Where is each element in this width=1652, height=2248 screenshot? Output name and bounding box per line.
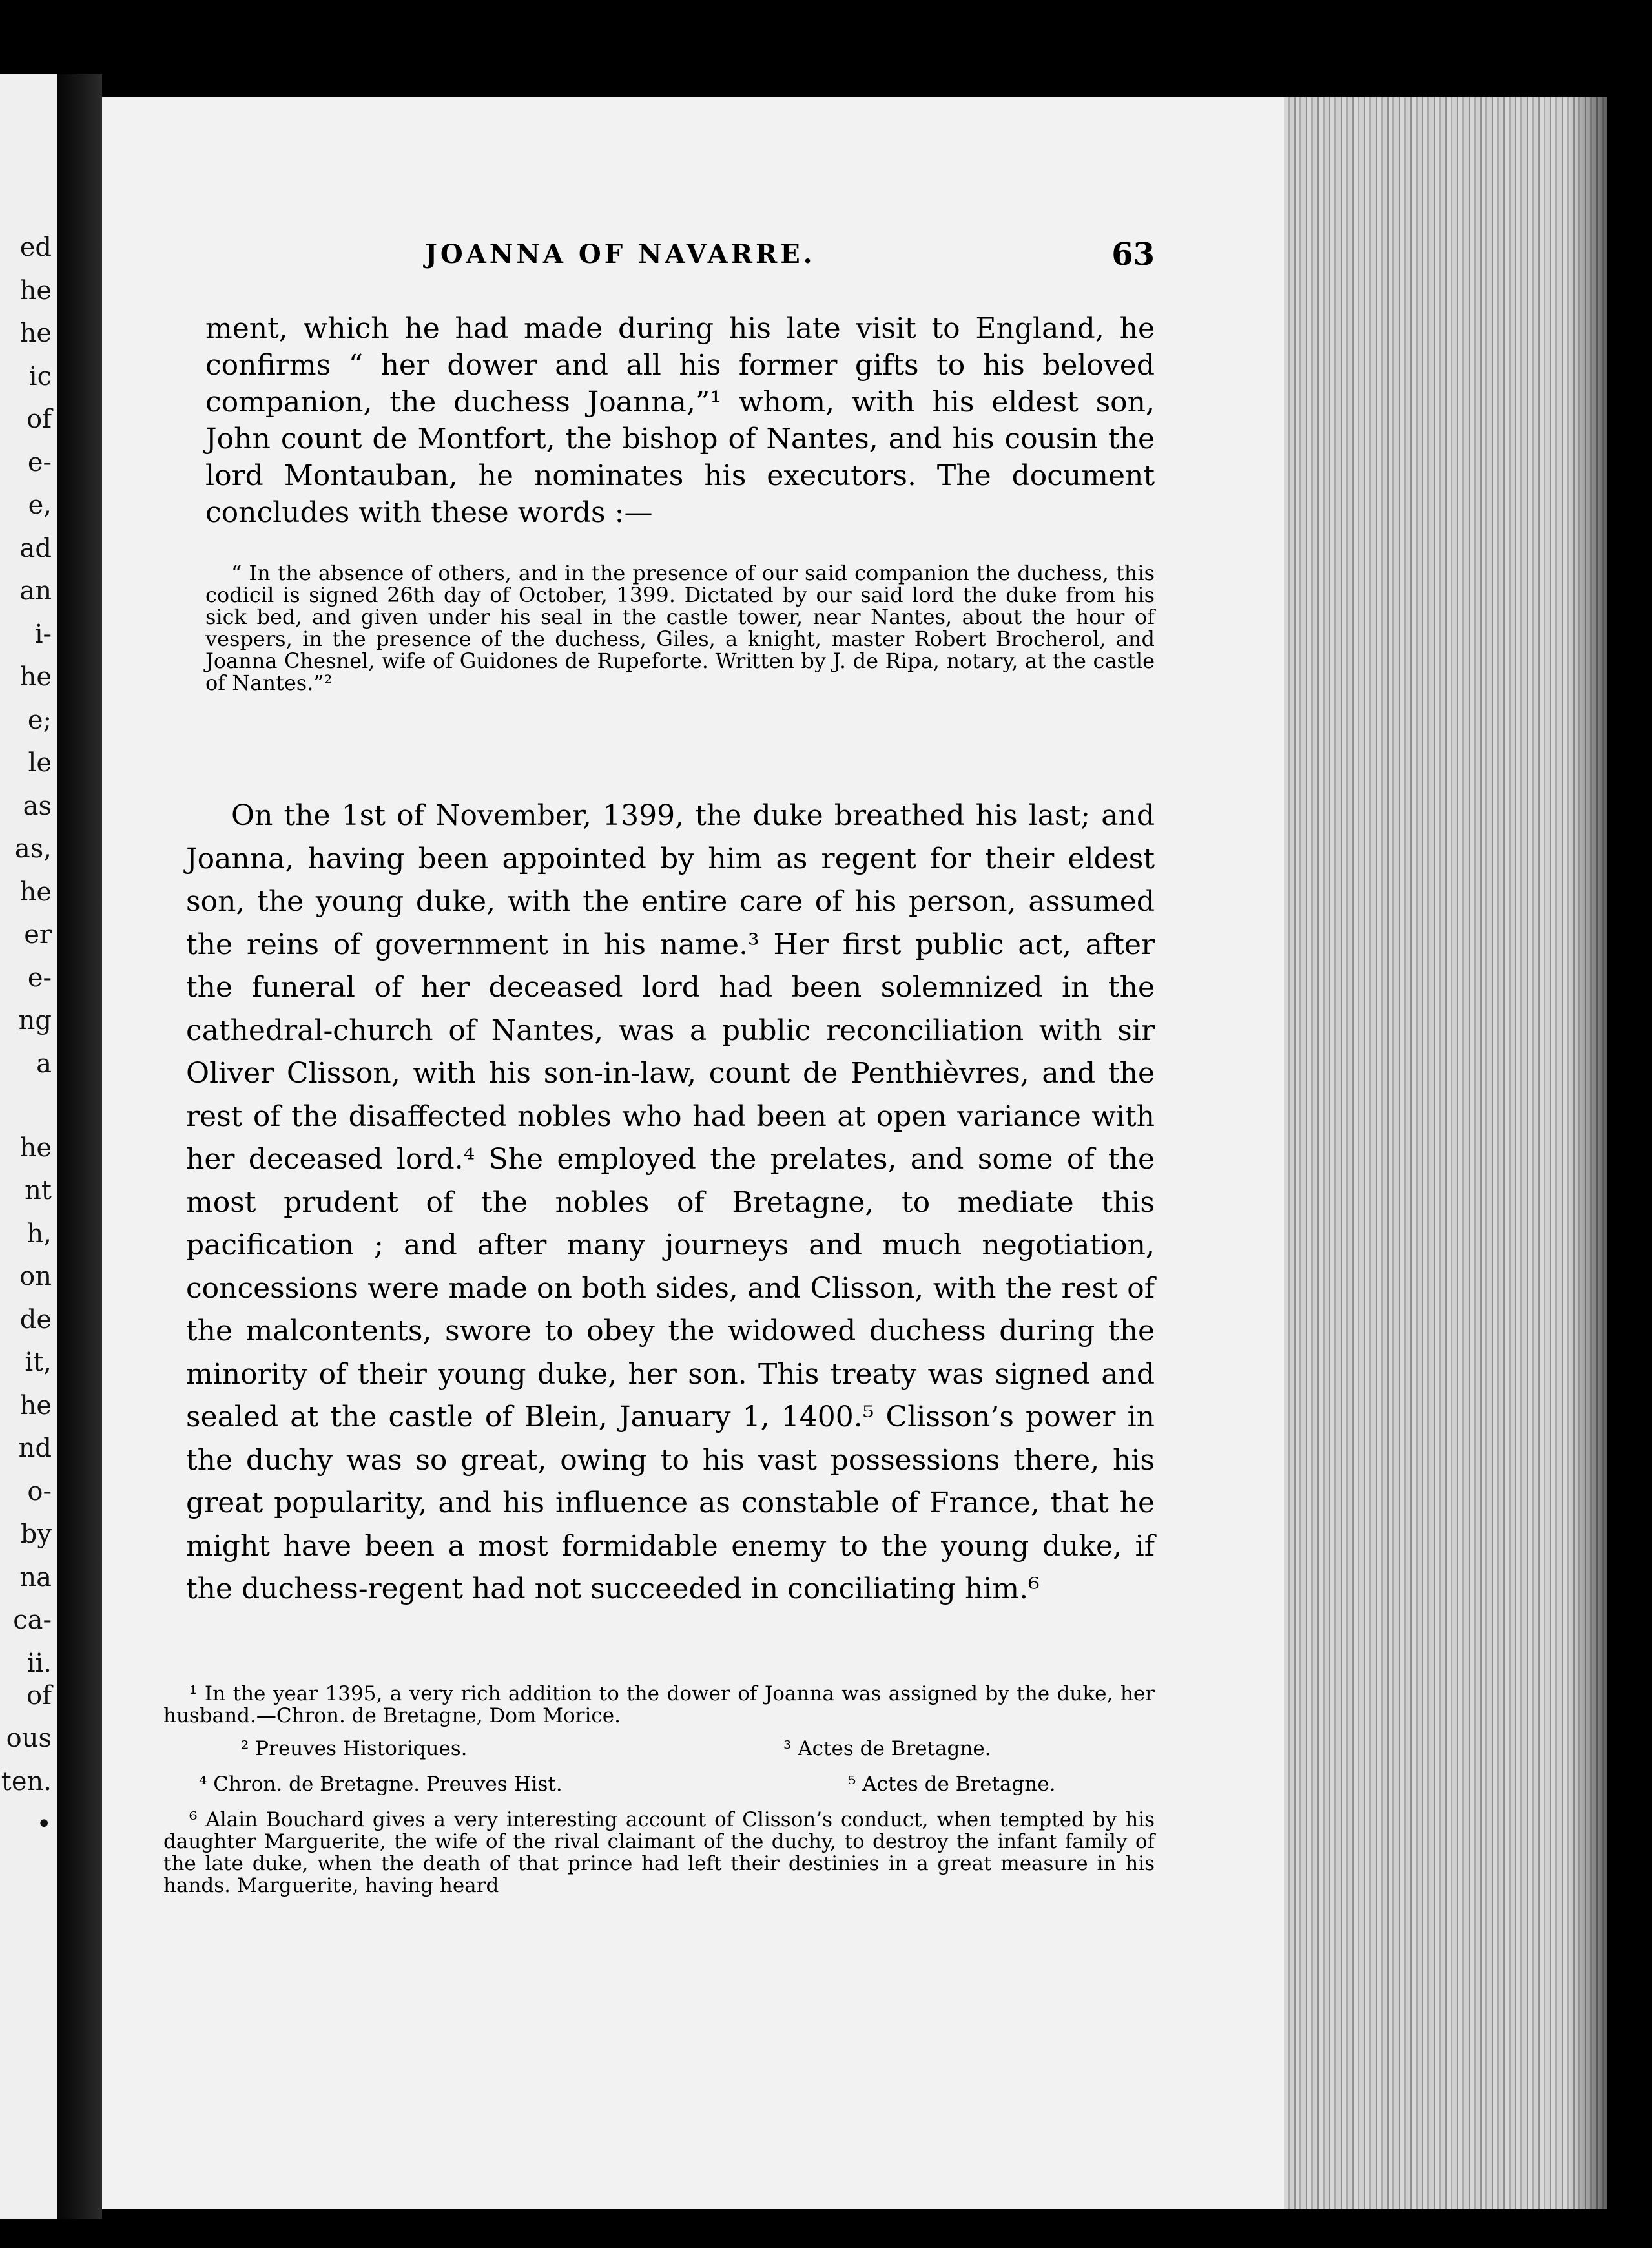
facing-page-line-fragment: ed — [19, 233, 52, 262]
facing-page-line-fragment: it, — [25, 1348, 52, 1377]
facing-page-fragment — [0, 74, 57, 2219]
book-page — [102, 97, 1284, 2209]
facing-page-line-fragment: ii. — [26, 1648, 52, 1678]
block-quote: “ In the absence of others, and in the presence of our said companion the duchess, this codicil is signed 26th day of October, 1399. Dictated by our said lord the duke from his sick bed, and given under his seal in the castle tower, near Nantes, about the hour of vespers, in the presence of the duchess, Giles, a knight, master Robert Brocherol, and Joanna Chesnel, wife of Guidones de Rupeforte. Written by J. de Ripa, notary, at the castle of Nantes.”² — [205, 561, 1155, 695]
footnote-3: ³ Actes de Bretagne. — [783, 1737, 991, 1760]
page-block-edge — [1284, 97, 1607, 2209]
page-header — [425, 236, 1155, 278]
facing-page-line-fragment: as — [23, 791, 52, 821]
facing-page-line-fragment: he — [19, 1132, 52, 1163]
facing-page-line-fragment: on — [19, 1262, 52, 1291]
facing-page-line-fragment: le — [28, 748, 52, 778]
footnote-row-4-5 — [163, 1773, 1155, 1806]
facing-page-line-fragment: e- — [27, 447, 52, 477]
facing-page-line-fragment: he — [19, 662, 52, 692]
facing-page-line-fragment: ic — [28, 361, 52, 391]
facing-page-line-fragment: e; — [27, 705, 52, 735]
facing-page-line-fragment: he — [19, 1390, 52, 1421]
facing-page-line-fragment: e- — [27, 963, 52, 993]
footnote-6: ⁶ Alain Bouchard gives a very interesting account of Clisson’s conduct, when tempted by his daughter Marguerite, the wife of the rival claimant of the duchy, to destroy the infant family of the late duke, when the death of that prince had left their destinies in a great measure in his hands. Marguerite, having heard — [163, 1808, 1155, 1897]
facing-page-line-fragment: he — [19, 275, 52, 306]
facing-page-line-fragment: an — [19, 576, 52, 606]
body-paragraph-2: On the 1st of November, 1399, the duke breathed his last; and Joanna, having been appointed by him as regent for their eldest son, the young duke, with the entire care of his person, assumed the reins of government in his name.³ Her first public act, after the funeral of her deceased lord had been solemnized in the cathedral-church of Nantes, was a public reconciliation with sir Oliver Clisson, with his son-in-law, count de Penthièvres, and the rest of the disaffected nobles who had been at open variance with her deceased lord.⁴ She employed the prelates, and some of the most prudent of the nobles of Bretagne, to mediate this pacification ; and after many journeys and much negotiation, concessions were made on both sides, and Clisson, with the rest of the malcontents, swore to obey the widowed duchess during the minority of their young duke, her son. This treaty was signed and sealed at the castle of Blein, January 1, 1400.⁵ Clisson’s power in the duchy was so great, owing to his vast possessions there, his great popularity, and his influence as constable of France, that he might have been a most formidable enemy to the young duke, if the duchess-regent had not succeeded in conciliating him.⁶ — [186, 799, 1155, 1605]
footnote-row-2-3 — [163, 1738, 1155, 1770]
facing-page-line-fragment: de — [19, 1304, 52, 1335]
book-gutter — [57, 74, 102, 2219]
facing-page-line-fragment: h, — [26, 1218, 52, 1249]
page-number: 63 — [1111, 236, 1155, 273]
facing-page-line-fragment: of — [26, 1680, 52, 1711]
facing-page-line-fragment: ten. — [1, 1766, 52, 1796]
facing-page-line-fragment: a — [36, 1048, 52, 1079]
page-edge-shadow — [1569, 97, 1608, 2209]
facing-page-line-fragment: nd — [18, 1433, 52, 1463]
facing-page-line-fragment: nt — [25, 1176, 52, 1205]
facing-page-line-fragment: as, — [14, 834, 52, 864]
facing-page-line-fragment: ng — [18, 1006, 52, 1036]
facing-page-line-fragment: o- — [27, 1476, 52, 1506]
footnote-4: ⁴ Chron. de Bretagne. Preuves Hist. — [199, 1773, 563, 1796]
facing-page-line-fragment: ca- — [13, 1605, 52, 1635]
footnote-1: ¹ In the year 1395, a very rich addition to the dower of Joanna was assigned by the duke, her husband.—Chron. de Bretagne, Dom Morice. — [163, 1682, 1155, 1727]
facing-page-line-fragment: na — [19, 1562, 52, 1592]
footnote-2: ² Preuves Historiques. — [241, 1737, 468, 1760]
facing-page-line-fragment: he — [19, 877, 52, 907]
facing-page-line-fragment: er — [24, 920, 52, 950]
facing-page-line-fragment: ad — [19, 533, 52, 563]
facing-page-line-fragment: he — [19, 318, 52, 348]
facing-page-line-fragment: ous — [6, 1723, 52, 1753]
running-title: JOANNA OF NAVARRE. — [425, 239, 816, 269]
facing-page-line-fragment: e, — [28, 490, 52, 520]
facing-page-line-fragment: of — [26, 404, 52, 434]
body-paragraph-1: ment, which he had made during his late visit to England, he confirms “ her dower and all his former gifts to his beloved companion, the duchess Joanna,”¹ whom, with his eldest son, John count de Montfort, the bishop of Nantes, and his cousin the lord Montauban, he nominates his executors. The document concludes with these words :— — [205, 312, 1155, 529]
footnote-5: ⁵ Actes de Bretagne. — [848, 1773, 1056, 1796]
facing-page-line-fragment: • — [36, 1809, 52, 1839]
facing-page-line-fragment: i- — [34, 619, 52, 649]
facing-page-line-fragment: by — [20, 1519, 52, 1549]
